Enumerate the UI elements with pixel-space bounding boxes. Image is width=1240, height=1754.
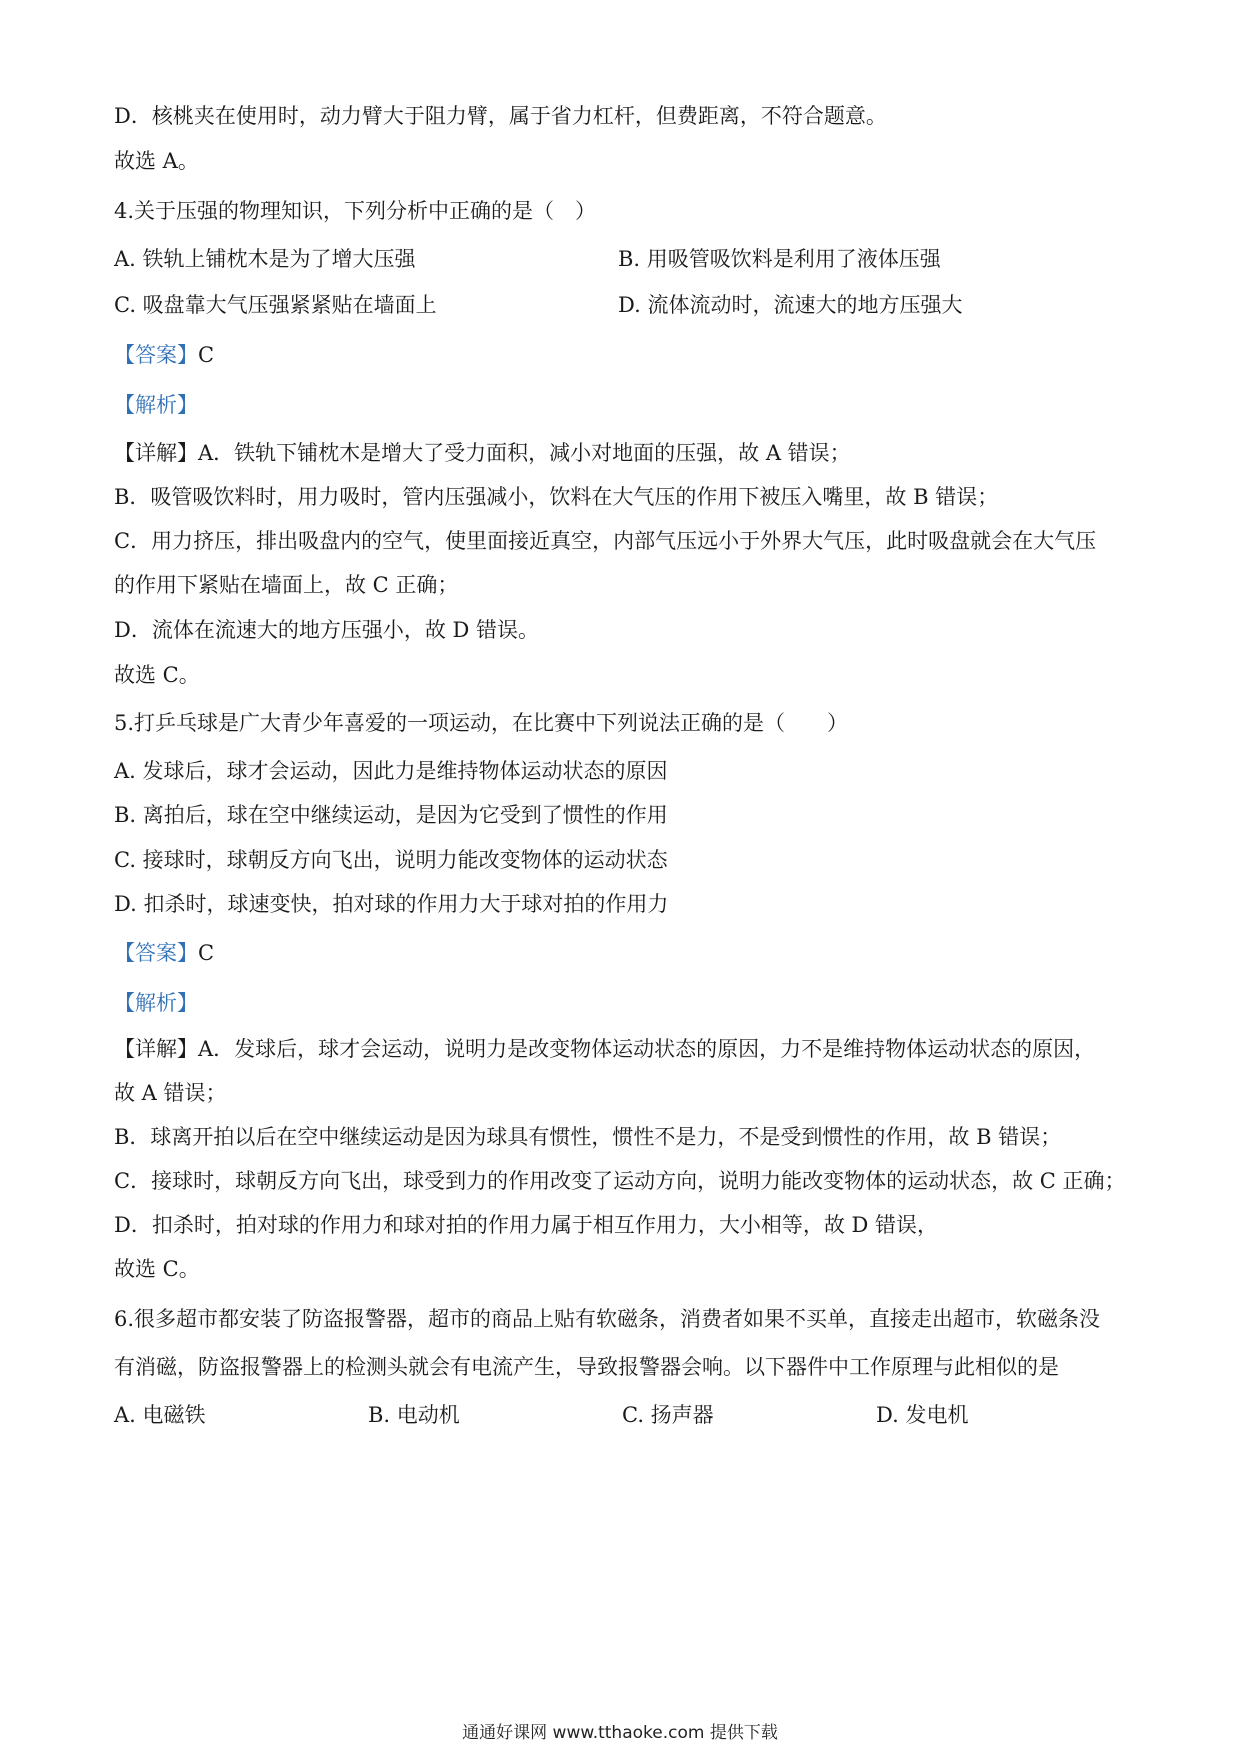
q5-detail-c: C．接球时，球朝反方向飞出，球受到力的作用改变了运动方向，说明力能改变物体的运动状态，故 C 正确；: [114, 1169, 1126, 1193]
q4-stem: 4.关于压强的物理知识，下列分析中正确的是（ ）: [114, 199, 597, 223]
q4-answer: [114, 340, 214, 370]
page-footer: 通通好课网 www.tthaoke.com 提供下载: [462, 1723, 778, 1743]
detail-tag: 【详解】: [114, 441, 198, 465]
q4-option-a: A. 铁轨上铺枕木是为了增大压强: [114, 247, 416, 271]
q5-answer: [114, 938, 214, 968]
q5-detail-b: B．球离开拍以后在空中继续运动是因为球具有惯性，惯性不是力，不是受到惯性的作用，故 B 错误；: [114, 1125, 1062, 1149]
detail-tag: 【详解】: [114, 1037, 198, 1061]
q5-option-c: C. 接球时，球朝反方向飞出，说明力能改变物体的运动状态: [114, 848, 668, 872]
answer-value: C: [198, 343, 215, 367]
q4-analysis-heading: [114, 390, 198, 420]
q4-option-c: C. 吸盘靠大气压强紧紧贴在墙面上: [114, 293, 437, 317]
q6-option-b: B. 电动机: [368, 1403, 460, 1427]
q6-option-d: D. 发电机: [876, 1403, 969, 1427]
q5-detail-a-line1: 【详解】A．发球后，球才会运动，说明力是改变物体运动状态的原因，力不是维持物体运动状态的原因，: [114, 1037, 1096, 1061]
answer-tag: 【答案】: [114, 941, 198, 965]
q6-option-a: A. 电磁铁: [114, 1403, 206, 1427]
q4-detail-c-line1: C．用力挤压，排出吸盘内的空气，使里面接近真空，内部气压远小于外界大气压，此时吸盘就会在大气压: [114, 529, 1097, 553]
q5-option-a: A. 发球后，球才会运动，因此力是维持物体运动状态的原因: [114, 759, 668, 783]
q4-detail-a: 【详解】A．铁轨下铺枕木是增大了受力面积，减小对地面的压强，故 A 错误；: [114, 441, 851, 465]
q5-detail-d: D．扣杀时，拍对球的作用力和球对拍的作用力属于相互作用力，大小相等，故 D 错误，: [114, 1213, 939, 1237]
analysis-tag: 【解析】: [114, 393, 198, 417]
q3-conclusion: 故选 A。: [114, 149, 199, 173]
q5-analysis-heading: [114, 988, 198, 1018]
q4-detail-d: D．流体在流速大的地方压强小，故 D 错误。: [114, 618, 540, 642]
q4-detail-c-line2: 的作用下紧贴在墙面上，故 C 正确；: [114, 573, 459, 597]
analysis-tag: 【解析】: [114, 991, 198, 1015]
q4-detail-b: B．吸管吸饮料时，用力吸时，管内压强减小，饮料在大气压的作用下被压入嘴里，故 B 错误；: [114, 485, 999, 509]
q5-option-d: D. 扣杀时，球速变快，拍对球的作用力大于球对拍的作用力: [114, 892, 669, 916]
q4-option-d: D. 流体流动时，流速大的地方压强大: [618, 293, 963, 317]
q4-option-b: B. 用吸管吸饮料是利用了液体压强: [618, 247, 941, 271]
q6-option-c: C. 扬声器: [622, 1403, 714, 1427]
q5-detail-a-line2: 故 A 错误；: [114, 1081, 227, 1105]
answer-value: C: [198, 941, 215, 965]
q3-option-d-explanation: D．核桃夹在使用时，动力臂大于阻力臂，属于省力杠杆，但费距离，不符合题意。: [114, 104, 887, 128]
q6-stem-line2: 有消磁，防盗报警器上的检测头就会有电流产生，导致报警器会响。以下器件中工作原理与此相似的是: [114, 1355, 1059, 1379]
q5-option-b: B. 离拍后，球在空中继续运动，是因为它受到了惯性的作用: [114, 803, 668, 827]
answer-tag: 【答案】: [114, 343, 198, 367]
q5-stem: 5.打乒乓球是广大青少年喜爱的一项运动，在比赛中下列说法正确的是（ ）: [114, 711, 849, 735]
q4-conclusion: 故选 C。: [114, 663, 200, 687]
q5-conclusion: 故选 C。: [114, 1257, 200, 1281]
q6-stem-line1: 6.很多超市都安装了防盗报警器，超市的商品上贴有软磁条，消费者如果不买单，直接走出超市，软磁条没: [114, 1307, 1101, 1331]
